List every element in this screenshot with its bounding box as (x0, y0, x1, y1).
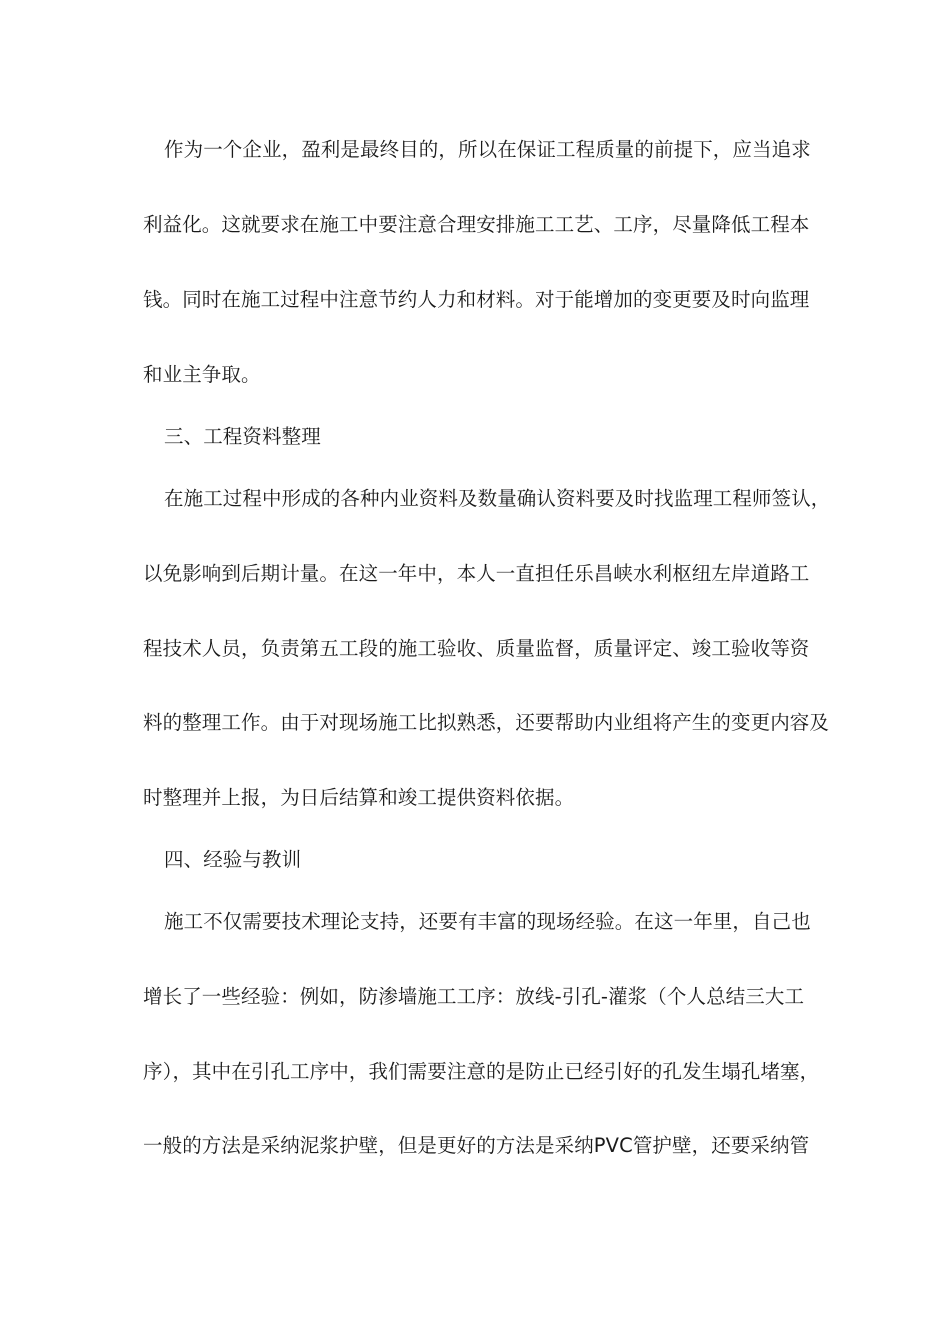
paragraph-line: 和业主争取。 (143, 363, 261, 386)
paragraph-line: 料的整理工作。由于对现场施工比拟熟悉，还要帮助内业组将产生的变更内容及 (143, 711, 830, 734)
section-heading: 四、经验与教训 (164, 848, 302, 871)
paragraph-line: 程技术人员，负责第五工段的施工验收、质量监督，质量评定、竣工验收等资 (143, 637, 810, 660)
paragraph-line: 时整理并上报，为日后结算和竣工提供资料依据。 (143, 786, 575, 809)
paragraph-line: 在施工过程中形成的各种内业资料及数量确认资料要及时找监理工程师签认， (164, 487, 831, 510)
section-heading: 三、工程资料整理 (164, 425, 321, 448)
paragraph-line: 增长了一些经验：例如，防渗墙施工工序：放线-引孔-灌浆（个人总结三大工 (143, 985, 805, 1008)
paragraph-line: 作为一个企业，盈利是最终目的，所以在保证工程质量的前提下，应当追求 (164, 138, 811, 161)
paragraph-line: 以免影响到后期计量。在这一年中，本人一直担任乐昌峡水利枢纽左岸道路工 (143, 562, 810, 585)
paragraph-line: 利益化。这就要求在施工中要注意合理安排施工工艺、工序，尽量降低工程本 (143, 213, 810, 236)
paragraph-line: 施工不仅需要技术理论支持，还要有丰富的现场经验。在这一年里，自己也 (164, 910, 811, 933)
paragraph-line: 序），其中在引孔工序中，我们需要注意的是防止已经引好的孔发生塌孔堵塞， (143, 1060, 820, 1083)
paragraph-line: 钱。同时在施工过程中注意节约人力和材料。对于能增加的变更要及时向监理 (143, 288, 810, 311)
paragraph-line: 一般的方法是采纳泥浆护壁，但是更好的方法是采纳PVC管护壁，还要采纳管 (143, 1134, 810, 1157)
